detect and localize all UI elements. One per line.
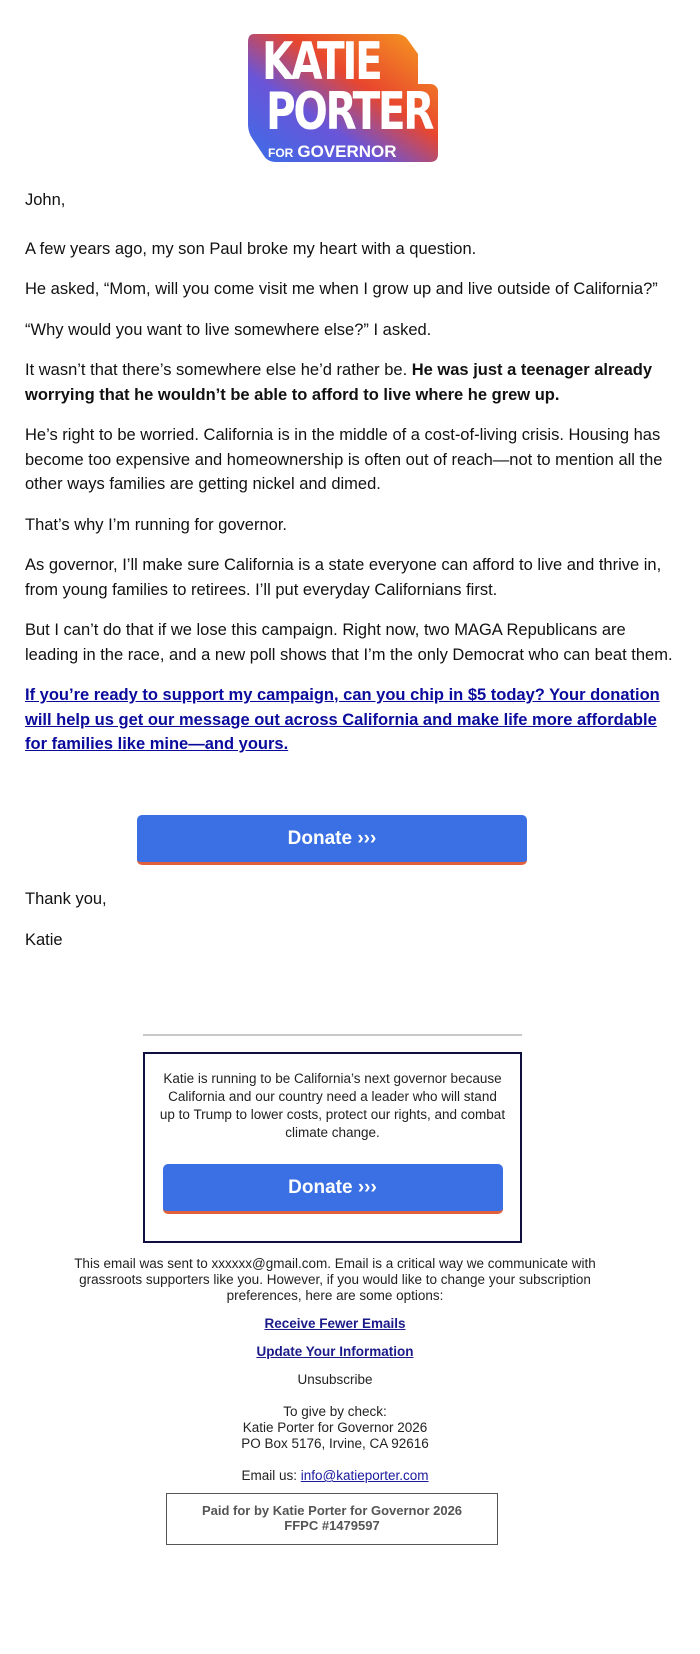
mission-box: [143, 1052, 522, 1243]
logo-line-for-governor: [268, 142, 397, 162]
footer-divider: [143, 1034, 522, 1036]
check-info: [60, 1404, 610, 1452]
greeting: John,: [25, 191, 66, 209]
logo-for: FOR: [268, 146, 294, 160]
check-line-1: To give by check:: [283, 1404, 387, 1419]
paid-for-line: Paid for by Katie Porter for Governor 2026: [201, 1503, 463, 1518]
receive-fewer-emails-link[interactable]: Receive Fewer Emails: [264, 1316, 406, 1331]
ffpc-number: FFPC #1479597: [284, 1518, 380, 1533]
paid-for-disclaimer: [166, 1493, 498, 1545]
paragraph-5: He’s right to be worried. California is in the middle of a cost-of-living crisis. Housing has become too expensive and homeownership is often out of reach—not to mention all the other ways families are getting nickel and dimed.: [25, 426, 663, 493]
check-line-3: PO Box 5176, Irvine, CA 92616: [241, 1436, 429, 1451]
header-logo-area: [0, 30, 700, 170]
logo-wordmark: [246, 30, 446, 170]
paragraph-4-bold: He was just a teenager already worrying that he wouldn’t be able to afford to live where he grew up.: [25, 361, 653, 404]
email-footer: [60, 1256, 610, 1496]
paragraph-7: As governor, I’ll make sure California is a state everyone can afford to live and thrive in, from young families to retirees. I’ll put everyday Californians first.: [25, 556, 662, 599]
logo-line-katie: KATIE: [262, 32, 381, 92]
paragraph-2: He asked, “Mom, will you come visit me when I grow up and live outside of California?”: [25, 280, 658, 298]
paragraph-3: “Why would you want to live somewhere else?” I asked.: [25, 320, 432, 339]
donate-button[interactable]: Donate ›››: [137, 815, 527, 865]
paragraph-6: That’s why I’m running for governor.: [25, 515, 287, 534]
email-us-label: Email us:: [241, 1468, 301, 1483]
signoff-name: Katie: [25, 931, 63, 949]
email-body: [25, 188, 675, 773]
paragraph-8: But I can’t do that if we lose this campaign. Right now, two MAGA Republicans are leading in the race, and a new poll shows that I’m the only Democrat who can beat them.: [25, 621, 673, 664]
subscription-notice: This email was sent to xxxxxx@gmail.com. Email is a critical way we communicate with grassroots supporters like you. However, if you would like to change your subscription preferences, here are some options:: [74, 1256, 596, 1303]
box-donate-button[interactable]: Donate ›››: [163, 1164, 503, 1214]
check-line-2: Katie Porter for Governor 2026: [242, 1420, 428, 1435]
unsubscribe-link[interactable]: Unsubscribe: [297, 1372, 373, 1387]
paragraph-4: [25, 358, 675, 407]
logo-line-porter: PORTER: [266, 82, 433, 142]
signoff-thanks: Thank you,: [25, 890, 107, 908]
paragraph-1: A few years ago, my son Paul broke my heart with a question.: [25, 239, 477, 258]
donation-cta-link[interactable]: If you’re ready to support my campaign, can you chip in $5 today? Your donation will help us get our message out across California and make life more affordable for families like mine—and yours.: [25, 686, 660, 753]
email-us: [60, 1468, 610, 1484]
logo-governor: GOVERNOR: [297, 142, 397, 161]
donate-button-container: [0, 815, 664, 865]
campaign-logo[interactable]: [246, 30, 446, 170]
mission-text: Katie is running to be California’s next governor because California and our country need a leader who will stand up to Trump to lower costs, protect our rights, and combat climate change.: [159, 1071, 506, 1140]
update-information-link[interactable]: Update Your Information: [256, 1344, 414, 1359]
cta-paragraph: [25, 683, 675, 757]
paragraph-4-normal: It wasn’t that there’s somewhere else he’d rather be.: [25, 361, 412, 379]
email-address-link[interactable]: info@katieporter.com: [300, 1468, 429, 1483]
